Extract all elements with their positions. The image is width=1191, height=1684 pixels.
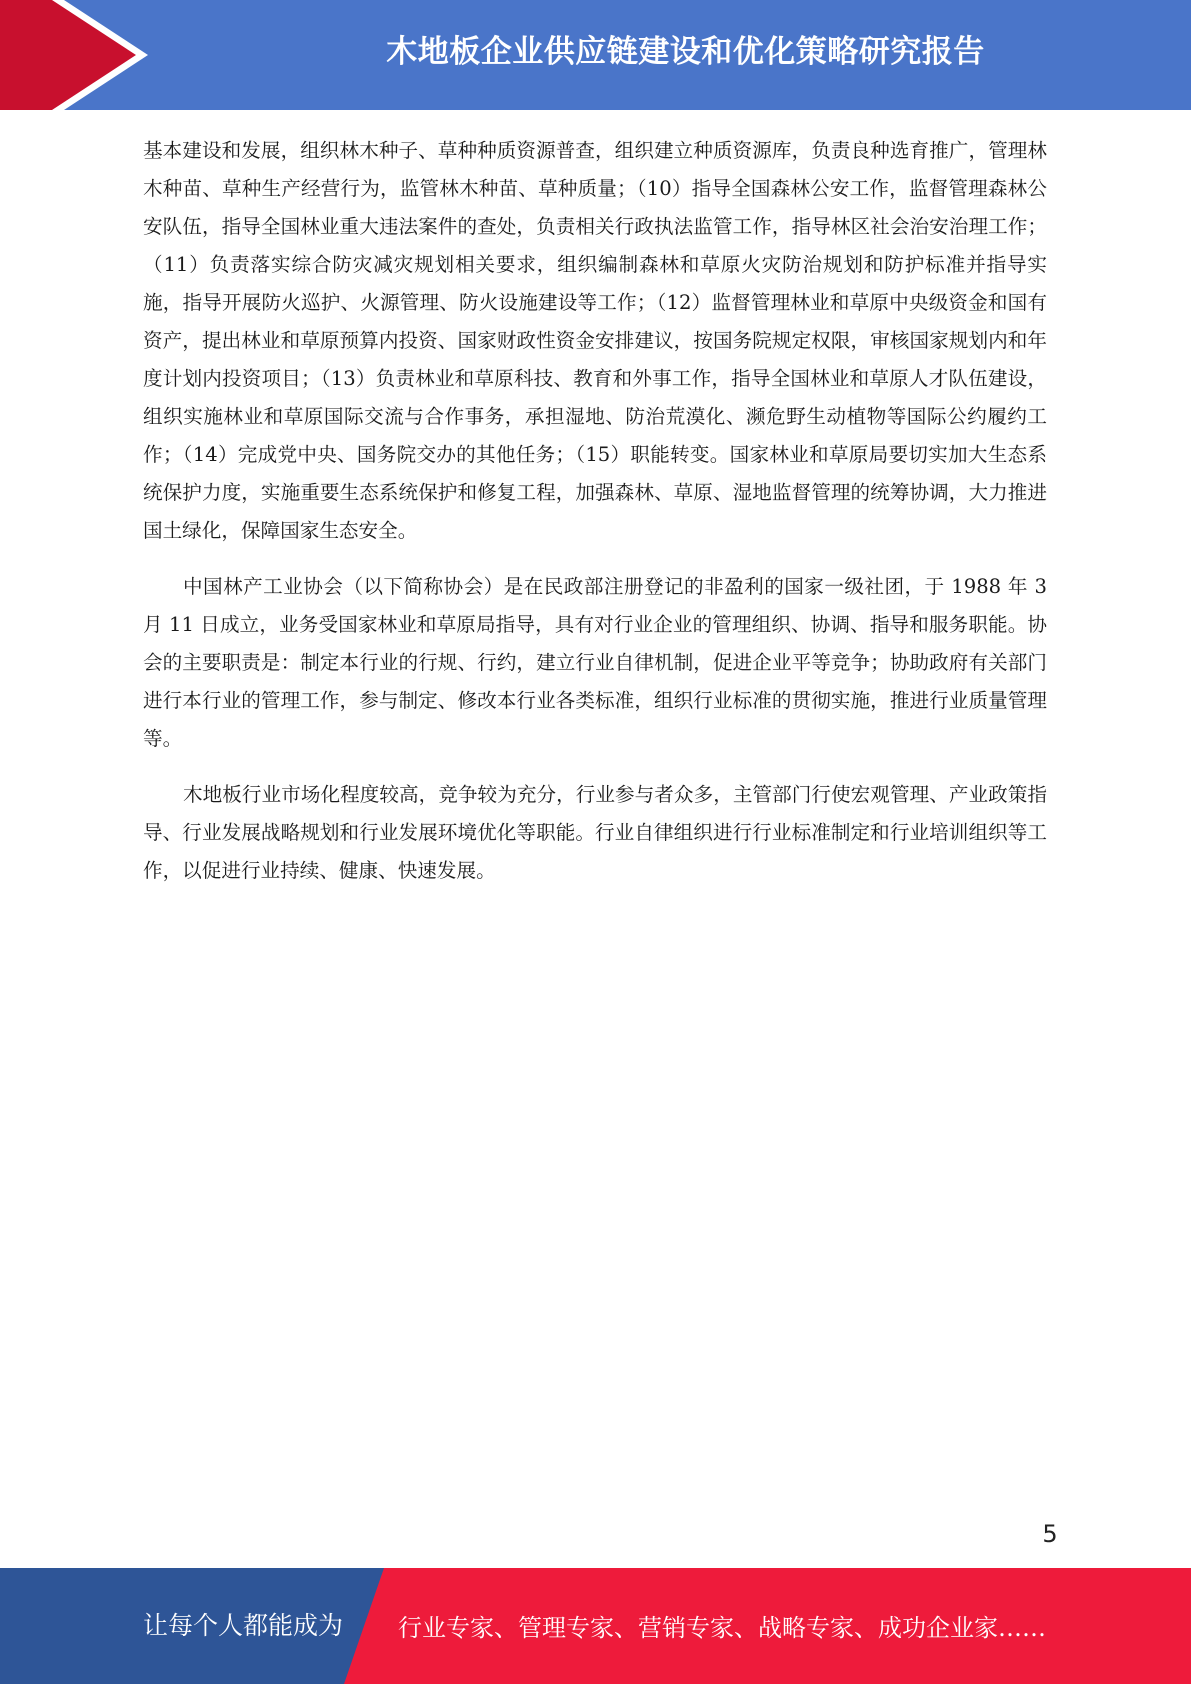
body-content: [143, 132, 1047, 908]
paragraph-2: 中国林产工业协会（以下简称协会）是在民政部注册登记的非盈利的国家一级社团，于 1988 年 3 月 11 日成立，业务受国家林业和草原局指导，具有对行业企业的管理组织、协调、指导和服务职能。协会的主要职责是：制定本行业的行规、行约，建立行业自律机制，促进企业平等竞争；协助政府有关部门进行本行业的管理工作，参与制定、修改本行业各类标准，组织行业标准的贯彻实施，推进行业质量管理等。: [143, 575, 1047, 750]
report-header: [0, 0, 1191, 110]
paragraph-1: 基本建设和发展，组织林木种子、草种种质资源普查，组织建立种质资源库，负责良种选育推广，管理林木种苗、草种生产经营行为，监管林木种苗、草种质量；（10）指导全国森林公安工作，监督管理森林公安队伍，指导全国林业重大违法案件的查处，负责相关行政执法监管工作，指导林区社会治安治理工作；（11）负责落实综合防灾减灾规划相关要求，组织编制森林和草原火灾防治规划和防护标准并指导实施，指导开展防火巡护、火源管理、防火设施建设等工作；（12）监督管理林业和草原中央级资金和国有资产，提出林业和草原预算内投资、国家财政性资金安排建议，按国务院规定权限，审核国家规划内和年度计划内投资项目；（13）负责林业和草原科技、教育和外事工作，指导全国林业和草原人才队伍建设，组织实施林业和草原国际交流与合作事务，承担湿地、防治荒漠化、濒危野生动植物等国际公约履约工作；（14）完成党中央、国务院交办的其他任务；（15）职能转变。国家林业和草原局要切实加大生态系统保护力度，实施重要生态系统保护和修复工程，加强森林、草原、湿地监督管理的统筹协调，大力推进国土绿化，保障国家生态安全。: [143, 139, 1047, 542]
report-footer: [0, 1568, 1191, 1684]
page-number: 5: [1042, 1520, 1058, 1548]
paragraph-3: 木地板行业市场化程度较高，竞争较为充分，行业参与者众多，主管部门行使宏观管理、产业政策指导、行业发展战略规划和行业发展环境优化等职能。行业自律组织进行行业标准制定和行业培训组织等工作，以促进行业持续、健康、快速发展。: [143, 783, 1047, 882]
red-chevron-decoration: [0, 0, 160, 110]
footer-slogan-left: 让每个人都能成为: [143, 1611, 344, 1640]
footer-slogan-right: 行业专家、管理专家、营销专家、战略专家、成功企业家……: [398, 1614, 1046, 1642]
report-title: 木地板企业供应链建设和优化策略研究报告: [386, 34, 985, 70]
